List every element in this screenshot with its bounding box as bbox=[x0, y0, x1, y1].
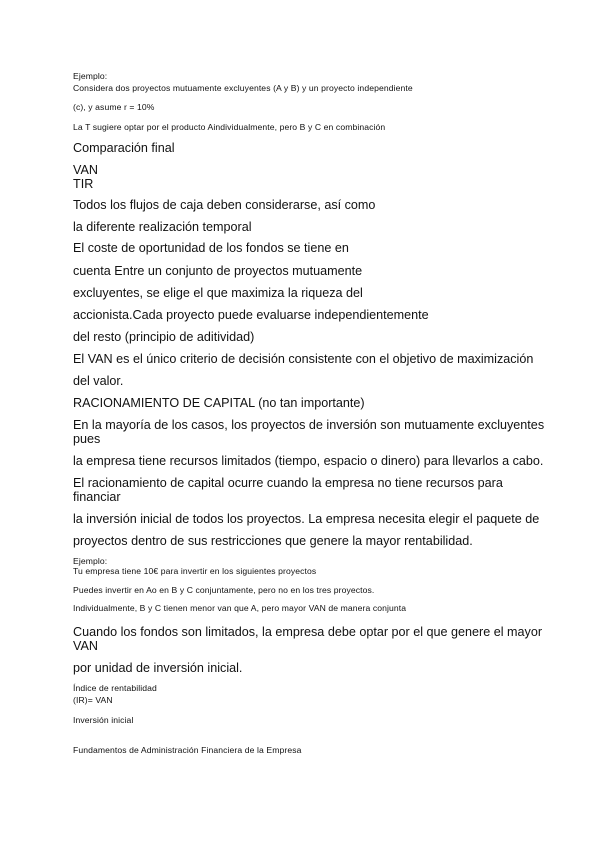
profitability-index-title: Índice de rentabilidad bbox=[73, 683, 157, 693]
paragraph-line: El coste de oportunidad de los fondos se tiene en bbox=[73, 241, 349, 255]
comparison-heading: Comparación final bbox=[73, 141, 175, 155]
example-1-heading: Ejemplo: bbox=[73, 71, 108, 81]
example-1-line-2: (c), y asume r = 10% bbox=[73, 102, 155, 112]
paragraph-line: la diferente realización temporal bbox=[73, 220, 252, 234]
capital-rationing-heading: RACIONAMIENTO DE CAPITAL (no tan importante) bbox=[73, 396, 365, 410]
page-footer: Fundamentos de Administración Financiera de la Empresa bbox=[73, 745, 302, 755]
paragraph-line: proyectos dentro de sus restricciones que genere la mayor rentabilidad. bbox=[73, 534, 473, 548]
paragraph-line: En la mayoría de los casos, los proyectos de inversión son mutuamente excluyentes bbox=[73, 418, 545, 432]
paragraph-line: El VAN es el único criterio de decisión consistente con el objetivo de maximización bbox=[73, 352, 534, 366]
example-2-heading: Ejemplo: bbox=[73, 556, 108, 566]
paragraph-line: cuenta Entre un conjunto de proyectos mutuamente bbox=[73, 264, 363, 278]
paragraph-line: accionista.Cada proyecto puede evaluarse independientemente bbox=[73, 308, 429, 322]
paragraph-line: financiar bbox=[73, 490, 121, 504]
profitability-index-denominator: Inversión inicial bbox=[73, 715, 134, 725]
paragraph-line: pues bbox=[73, 432, 101, 446]
paragraph-line: excluyentes, se elige el que maximiza la riqueza del bbox=[73, 286, 363, 300]
example-2-line-3: Individualmente, B y C tienen menor van que A, pero mayor VAN de manera conjunta bbox=[73, 603, 407, 613]
example-1-line-1: Considera dos proyectos mutuamente excluyentes (A y B) y un proyecto independiente bbox=[73, 83, 413, 93]
paragraph-line: la inversión inicial de todos los proyectos. La empresa necesita elegir el paquete de bbox=[73, 512, 540, 526]
paragraph-line: del valor. bbox=[73, 374, 124, 388]
van-label: VAN bbox=[73, 163, 98, 177]
tir-label: TIR bbox=[73, 177, 94, 191]
paragraph-line: El racionamiento de capital ocurre cuando la empresa no tiene recursos para bbox=[73, 476, 503, 490]
paragraph-line: VAN bbox=[73, 639, 98, 653]
profitability-index-formula: (IR)= VAN bbox=[73, 695, 113, 705]
paragraph-line: por unidad de inversión inicial. bbox=[73, 661, 243, 675]
example-1-line-3: La T sugiere optar por el producto Aindividualmente, pero B y C en combinación bbox=[73, 122, 386, 132]
paragraph-line: Cuando los fondos son limitados, la empresa debe optar por el que genere el mayor bbox=[73, 625, 543, 639]
paragraph-line: la empresa tiene recursos limitados (tiempo, espacio o dinero) para llevarlos a cabo. bbox=[73, 454, 544, 468]
example-2-line-1: Tu empresa tiene 10€ para invertir en los siguientes proyectos bbox=[73, 566, 317, 576]
example-2-line-2: Puedes invertir en Ao en B y C conjuntamente, pero no en los tres proyectos. bbox=[73, 585, 375, 595]
paragraph-line: Todos los flujos de caja deben considerarse, así como bbox=[73, 198, 376, 212]
paragraph-line: del resto (principio de aditividad) bbox=[73, 330, 255, 344]
